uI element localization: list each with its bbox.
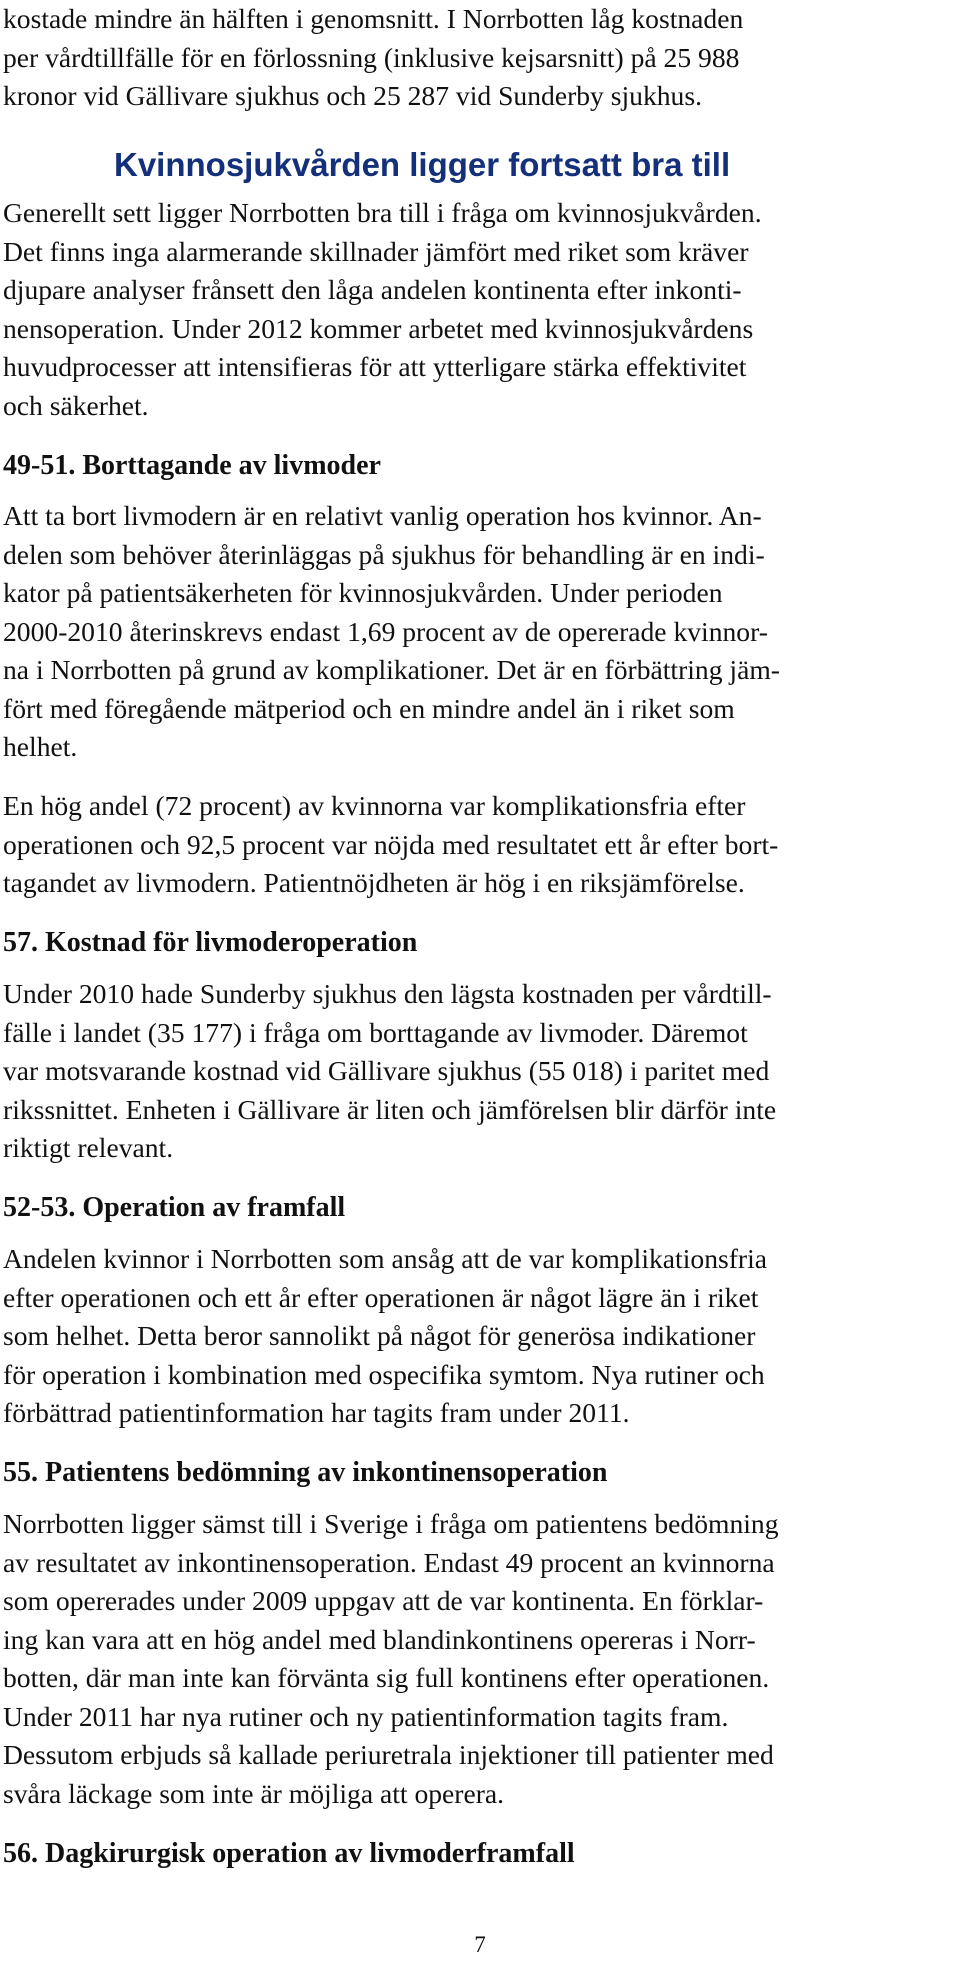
text-line: riktigt relevant. — [3, 1132, 174, 1163]
text-line: kronor vid Gällivare sjukhus och 25 287 vid Sunderby sjukhus. — [3, 80, 702, 111]
text-line: Det finns inga alarmerande skillnader jämfört med riket som kräver — [3, 235, 749, 267]
text-line: för operation i kombination med ospecifika symtom. Nya rutiner och — [3, 1358, 765, 1390]
text-line: Generellt sett ligger Norrbotten bra till i fråga om kvinnosjukvården. — [3, 197, 762, 228]
section-heading: Kvinnosjukvården ligger fortsatt bra till — [114, 146, 731, 183]
paragraph — [3, 975, 941, 1168]
text-line: Att ta bort livmodern är en relativt vanlig operation hos kvinnor. An- — [3, 500, 762, 531]
text-line: efter operationen och ett år efter operationen är något lägre än i riket — [3, 1281, 759, 1313]
text-line: En hög andel (72 procent) av kvinnorna var komplikationsfria efter — [3, 790, 746, 821]
text-line: Andelen kvinnor i Norrbotten som ansåg att de var komplikationsfria — [3, 1243, 768, 1274]
text-line: tagandet av livmodern. Patientnöjdheten är hög i en riksjämförelse. — [3, 867, 745, 898]
text-line: Norrbotten ligger sämst till i Sverige i fråga om patientens bedömning — [3, 1508, 779, 1539]
text-line: djupare analyser frånsett den låga andelen kontinenta efter inkonti- — [3, 274, 742, 305]
paragraph — [3, 1505, 941, 1813]
text-line: svåra läckage som inte är möjliga att operera. — [3, 1777, 505, 1809]
subheading-dagkirurgisk-operation: 56. Dagkirurgisk operation av livmoderframfall — [3, 1838, 575, 1869]
text-line: förbättrad patientinformation har tagits fram under 2011. — [3, 1397, 630, 1428]
paragraph — [3, 787, 941, 903]
text-line: Under 2010 hade Sunderby sjukhus den lägsta kostnaden per vårdtill- — [3, 978, 772, 1009]
text-line: som opererades under 2009 uppgav att de var kontinenta. En förklar- — [3, 1585, 764, 1616]
text-line: botten, där man inte kan förvänta sig full kontinens efter operationen. — [3, 1662, 770, 1693]
subheading-borttagande-livmoder: 49-51. Borttagande av livmoder — [3, 450, 381, 481]
text-line: delen som behöver återinläggas på sjukhus för behandling är en indi- — [3, 538, 765, 570]
text-line: helhet. — [3, 731, 78, 762]
section-intro-paragraph — [3, 194, 941, 425]
text-line: rikssnittet. Enheten i Gällivare är liten och jämförelsen blir därför inte — [3, 1093, 777, 1125]
text-line: fälle i landet (35 177) i fråga om borttagande av livmoder. Däremot — [3, 1016, 748, 1048]
paragraph — [3, 1240, 941, 1433]
text-line: kator på patientsäkerheten för kvinnosjukvården. Under perioden — [3, 577, 723, 608]
subheading-patientens-bedomning: 55. Patientens bedömning av inkontinensoperation — [3, 1457, 608, 1488]
text-line: Under 2011 har nya rutiner och ny patientinformation tagits fram. — [3, 1700, 729, 1732]
text-line: var motsvarande kostnad vid Gällivare sjukhus (55 018) i paritet med — [3, 1055, 770, 1086]
text-line: och säkerhet. — [3, 389, 149, 421]
text-line: operationen och 92,5 procent var nöjda med resultatet ett år efter bort- — [3, 828, 779, 860]
text-line: fört med föregående mätperiod och en mindre andel än i riket som — [3, 692, 735, 724]
page-number: 7 — [474, 1932, 486, 1957]
text-line: 2000-2010 återinskrevs endast 1,69 procent av de opererade kvinnor- — [3, 615, 768, 647]
text-line: kostade mindre än hälften i genomsnitt. I Norrbotten låg kostnaden — [3, 3, 744, 34]
text-line: na i Norrbotten på grund av komplikationer. Det är en förbättring jäm- — [3, 654, 780, 685]
text-line: per vårdtillfälle för en förlossning (inklusive kejsarsnitt) på 25 988 — [3, 41, 740, 73]
text-line: av resultatet av inkontinensoperation. Endast 49 procent an kvinnorna — [3, 1546, 775, 1578]
subheading-operation-framfall: 52-53. Operation av framfall — [3, 1192, 346, 1223]
subheading-kostnad-livmoderoperation: 57. Kostnad för livmoderoperation — [3, 927, 418, 958]
text-line: nensoperation. Under 2012 kommer arbetet med kvinnosjukvårdens — [3, 312, 754, 344]
intro-paragraph — [3, 0, 941, 116]
text-line: huvudprocesser att intensifieras för att ytterligare stärka effektivitet — [3, 351, 747, 382]
text-line: ing kan vara att en hög andel med blandinkontinens opereras i Norr- — [3, 1623, 756, 1655]
text-line: som helhet. Detta beror sannolikt på något för generösa indikationer — [3, 1320, 756, 1351]
text-line: Dessutom erbjuds så kallade periuretrala injektioner till patienter med — [3, 1739, 774, 1770]
paragraph — [3, 497, 941, 767]
